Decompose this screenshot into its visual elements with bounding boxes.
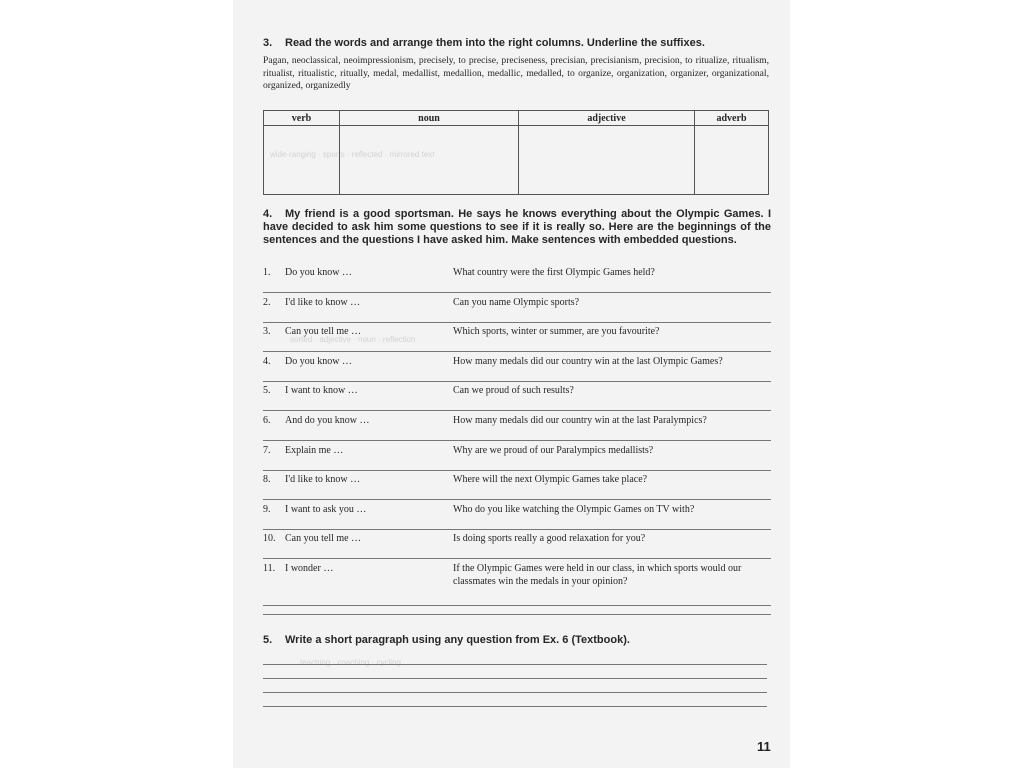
question-item	[263, 532, 771, 562]
answer-line[interactable]	[263, 605, 771, 606]
answer-line[interactable]	[263, 322, 771, 323]
item-number: 7.	[263, 444, 271, 456]
item-number: 9.	[263, 503, 271, 515]
task-4-heading-text: My friend is a good sportsman. He says he knows everything about the Olympic Games. I have decided to ask him some questions to see if it is really so. Here are the beginnings of the sentences and the questions I have asked him. Make sentences with embedded questions.	[263, 208, 771, 246]
question-text: Why are we proud of our Paralympics medallists?	[453, 444, 654, 456]
question-text: Can we proud of such results?	[453, 385, 574, 397]
question-text: Which sports, winter or summer, are you favourite?	[453, 326, 660, 338]
item-number: 3.	[263, 326, 271, 338]
question-item	[263, 562, 771, 622]
item-number: 6.	[263, 414, 271, 426]
item-number: 5.	[263, 385, 271, 397]
question-item	[263, 355, 771, 385]
show-through-text: teaching · coaching · cycling	[300, 658, 401, 667]
answer-line[interactable]	[263, 292, 771, 293]
column-header-adverb: adverb	[695, 111, 769, 126]
question-item	[263, 444, 771, 474]
question-text: Can you name Olympic sports?	[453, 296, 580, 308]
answer-line[interactable]	[263, 440, 771, 441]
sentence-beginning: I'd like to know …	[285, 474, 361, 486]
answer-line[interactable]	[263, 351, 771, 352]
sentence-beginning: I wonder …	[285, 562, 334, 574]
answer-cell-adjective[interactable]	[519, 126, 695, 195]
item-number: 4.	[263, 355, 271, 367]
question-item	[263, 503, 771, 533]
answer-line[interactable]	[263, 499, 771, 500]
show-through-text: sorted · adjective · noun · reflection	[290, 335, 416, 344]
task-3-heading-text: Read the words and arrange them into the right columns. Underline the suffixes.	[285, 37, 705, 49]
answer-line[interactable]	[263, 614, 771, 615]
answer-line[interactable]	[263, 470, 771, 471]
column-header-adjective: adjective	[519, 111, 695, 126]
question-text: How many medals did our country win at the last Paralympics?	[453, 414, 707, 426]
sentence-beginning: Do you know …	[285, 355, 352, 367]
answer-cell-verb[interactable]	[264, 126, 340, 195]
show-through-text: wide-ranging · sports · reflected · mirrored text	[270, 150, 435, 159]
question-item	[263, 296, 771, 326]
sentence-beginning: I want to know …	[285, 385, 358, 397]
question-text: Who do you like watching the Olympic Games on TV with?	[453, 503, 695, 515]
task-4-heading	[263, 208, 771, 247]
task-4-question-list	[263, 266, 771, 622]
column-header-verb: verb	[264, 111, 340, 126]
task-5-heading-text: Write a short paragraph using any question from Ex. 6 (Textbook).	[285, 634, 630, 646]
answer-line[interactable]	[263, 410, 771, 411]
sentence-beginning: I'd like to know …	[285, 296, 361, 308]
sentence-beginning: Can you tell me …	[285, 533, 362, 545]
question-item	[263, 473, 771, 503]
item-number: 8.	[263, 474, 271, 486]
answer-line[interactable]	[263, 558, 771, 559]
question-text: How many medals did our country win at the last Olympic Games?	[453, 355, 723, 367]
item-number: 1.	[263, 267, 271, 278]
question-item	[263, 325, 771, 355]
question-item	[263, 414, 771, 444]
answer-cell-adverb[interactable]	[695, 126, 769, 195]
writing-line[interactable]	[263, 692, 767, 693]
sentence-beginning: I want to ask you …	[285, 503, 367, 515]
task-3-number: 3.	[263, 37, 273, 49]
sentence-beginning: Can you tell me …	[285, 326, 362, 338]
item-number: 11.	[263, 562, 276, 574]
task-3-heading	[263, 37, 771, 50]
sentence-beginning: And do you know …	[285, 414, 370, 426]
answer-cell-noun[interactable]	[340, 126, 519, 195]
writing-line[interactable]	[263, 706, 767, 707]
question-item	[263, 266, 771, 296]
sentence-beginning: Explain me …	[285, 444, 344, 456]
word-columns-table	[263, 110, 769, 195]
item-number: 2.	[263, 296, 271, 308]
writing-line[interactable]	[263, 664, 767, 665]
question-text: Where will the next Olympic Games take place?	[453, 474, 648, 486]
question-text: If the Olympic Games were held in our class, in which sports would our classmates win the medals in your opinion?	[453, 562, 742, 587]
question-text: Is doing sports really a good relaxation for you?	[453, 533, 646, 545]
page-number: 11	[757, 739, 771, 754]
sentence-beginning: Do you know …	[285, 267, 352, 278]
column-header-noun: noun	[340, 111, 519, 126]
answer-line[interactable]	[263, 529, 771, 530]
task-3-word-list: Pagan, neoclassical, neoimpressionism, precisely, to precise, preciseness, precisian, precisianism, precision, to ritualize, ritualism, ritualist, ritualistic, ritually, medal, medallist, medallion, medallic, medalled, to organize, organization, organizer, organizational, organized, organizedly	[263, 55, 769, 92]
task-5-number: 5.	[263, 634, 273, 646]
task-5-heading	[263, 634, 771, 647]
item-number: 10.	[263, 533, 276, 545]
writing-line[interactable]	[263, 678, 767, 679]
question-text: What country were the first Olympic Games held?	[453, 267, 655, 278]
task-4-number: 4.	[263, 208, 273, 220]
question-item	[263, 384, 771, 414]
answer-line[interactable]	[263, 381, 771, 382]
